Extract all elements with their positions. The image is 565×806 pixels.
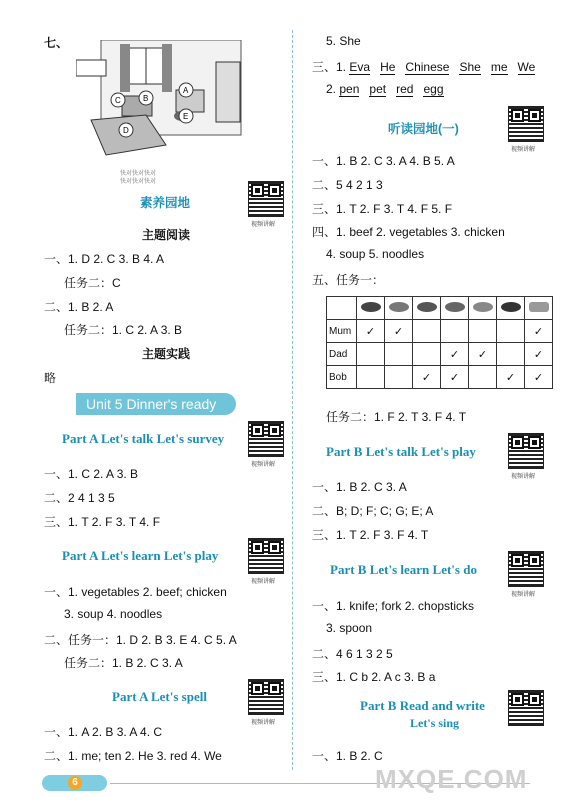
answer-line: 一、1. B 2. C 3. A 4. B 5. A	[312, 154, 455, 168]
answer-line: 三、1. T 2. F 3. F 4. T	[312, 528, 429, 542]
underlined-word: Eva	[349, 60, 371, 74]
answer-line: 一、1. D 2. C 3. B 4. A	[44, 252, 165, 266]
answer-line-underlined: 2. pen pet red egg	[326, 82, 444, 96]
underlined-word: She	[459, 60, 481, 74]
column-divider	[292, 30, 293, 770]
section-title-listening: 听读园地(一)	[388, 122, 459, 136]
table-row: Bob ✓ ✓ ✓ ✓	[327, 366, 553, 389]
qr-caption: 视频讲解	[251, 222, 276, 228]
underlined-word: We	[517, 60, 536, 74]
food-icon	[413, 297, 441, 320]
sub-heading: Let's sing	[410, 716, 460, 730]
qr-code[interactable]	[508, 690, 544, 726]
part-heading: Part B Read and write	[360, 698, 485, 713]
answer-line: 一、1. A 2. B 3. A 4. C	[44, 725, 163, 739]
qr-code[interactable]	[508, 106, 544, 142]
unit-banner: Unit 5 Dinner's ready	[76, 393, 236, 415]
answer-line: 任务二：C	[64, 276, 121, 290]
answer-line: 任务二：1. F 2. T 3. F 4. T	[326, 410, 467, 424]
part-heading: Part A Let's learn Let's play	[62, 548, 219, 563]
table-row: Dad ✓ ✓ ✓	[327, 343, 553, 366]
food-icon	[525, 297, 553, 320]
answer-line: 二、任务一：1. D 2. B 3. E 4. C 5. A	[44, 633, 237, 647]
page-number-badge: 6	[42, 775, 107, 791]
answer-line: 三、1. T 2. F 3. T 4. F	[44, 515, 161, 529]
answer-line: 一、1. vegetables 2. beef; chicken	[44, 585, 227, 599]
room-illustration	[76, 40, 246, 170]
food-icon	[469, 297, 497, 320]
qr-code[interactable]	[248, 421, 284, 457]
qr-caption: 视频讲解	[251, 579, 276, 585]
part-heading: Part A Let's talk Let's survey	[62, 431, 225, 446]
answer-line: 任务二：1. C 2. A 3. B	[64, 323, 183, 337]
answer-line: 一、1. C 2. A 3. B	[44, 467, 139, 481]
part-heading: Part A Let's spell	[112, 689, 207, 704]
food-icon	[441, 297, 469, 320]
answer-line: 三、1. C b 2. A c 3. B a	[312, 670, 436, 684]
scene-caption: 快对快对快对 快对快对快对	[120, 171, 157, 185]
underlined-word: red	[396, 82, 414, 96]
topic-reading-title: 主题阅读	[142, 228, 191, 242]
underlined-word: pen	[339, 82, 360, 96]
qr-code[interactable]	[508, 551, 544, 587]
answer-line: 一、1. B 2. C 3. A	[312, 480, 407, 494]
answer-line: 二、5 4 2 1 3	[312, 178, 383, 192]
answer-line: 二、B; D; F; C; G; E; A	[312, 504, 434, 518]
qr-code[interactable]	[248, 538, 284, 574]
watermark: MXQE.COM	[375, 764, 528, 794]
part-heading: Part B Let's learn Let's do	[330, 562, 477, 577]
qr-code[interactable]	[508, 433, 544, 469]
answer-line: 二、1. B 2. A	[44, 300, 114, 314]
answer-line: 二、4 6 1 3 2 5	[312, 647, 393, 661]
answer-line: 4. soup 5. noodles	[326, 247, 425, 261]
answer-line: 任务二：1. B 2. C 3. A	[64, 656, 183, 670]
qr-caption: 视频讲解	[511, 592, 536, 598]
qr-caption: 视频讲解	[511, 474, 536, 480]
food-icon	[357, 297, 385, 320]
scene-label-d: D	[123, 126, 129, 135]
answer-line: 一、1. B 2. C	[312, 749, 383, 763]
scene-label-a: A	[183, 86, 189, 95]
answer-line: 二、1. me; ten 2. He 3. red 4. We	[44, 749, 222, 763]
answer-line: 二、2 4 1 3 5	[44, 491, 115, 505]
qr-caption: 视频讲解	[251, 462, 276, 468]
underlined-word: He	[380, 60, 396, 74]
food-table	[326, 296, 553, 389]
answer-line: 3. soup 4. noodles	[64, 607, 163, 621]
answer-line-underlined: 三、1. Eva He Chinese She me We	[312, 60, 536, 74]
scene-label-c: C	[115, 96, 121, 105]
underlined-word: egg	[423, 82, 444, 96]
topic-practice-title: 主题实践	[142, 347, 191, 361]
underlined-word: Chinese	[405, 60, 450, 74]
scene-label-b: B	[143, 94, 149, 103]
table-row: Mum ✓ ✓ ✓	[327, 320, 553, 343]
answer-line: 四、1. beef 2. vegetables 3. chicken	[312, 225, 505, 239]
section-title-literacy: 素养园地	[140, 196, 191, 210]
part-heading: Part B Let's talk Let's play	[326, 444, 476, 459]
qr-code[interactable]	[248, 679, 284, 715]
qr-caption: 视频讲解	[511, 147, 536, 153]
answer-line: 一、1. knife; fork 2. chopsticks	[312, 599, 475, 613]
scene-label-e: E	[183, 112, 189, 121]
answer-line: 5. She	[326, 34, 361, 48]
qr-caption: 视频讲解	[251, 720, 276, 726]
underlined-word: pet	[369, 82, 387, 96]
answer-line: 3. spoon	[326, 621, 373, 635]
table-header-row	[327, 297, 553, 320]
qr-code[interactable]	[248, 181, 284, 217]
underlined-word: me	[490, 60, 508, 74]
omit-text: 略	[44, 371, 57, 385]
food-icon	[497, 297, 525, 320]
answer-line: 五、任务一：	[312, 273, 385, 287]
answer-line: 三、1. T 2. F 3. T 4. F 5. F	[312, 202, 453, 216]
question-7-label: 七、	[44, 36, 69, 50]
food-icon	[385, 297, 413, 320]
